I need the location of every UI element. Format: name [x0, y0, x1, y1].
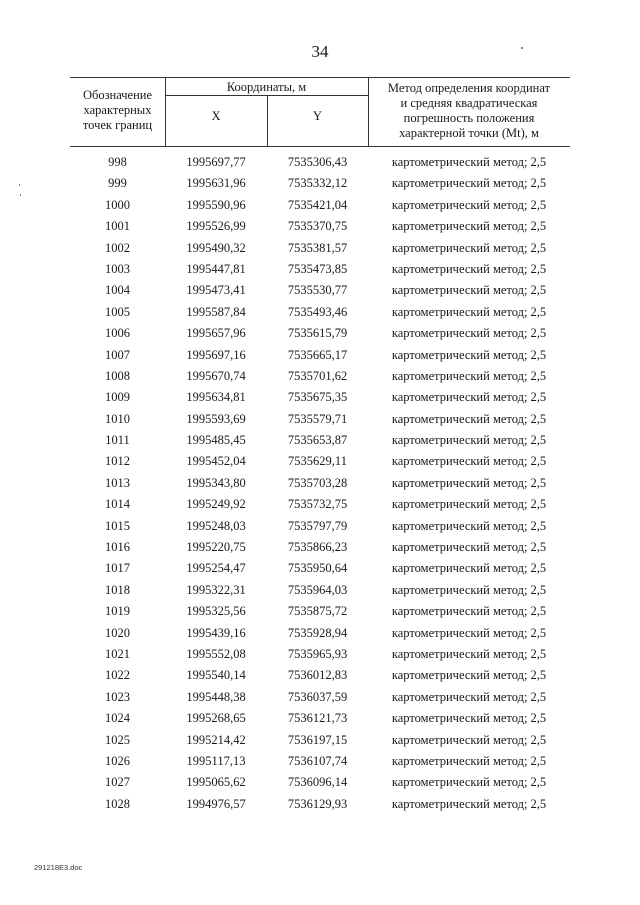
- method-cell: картометрический метод; 2,5: [391, 219, 547, 234]
- table-row: [70, 195, 570, 216]
- table-body: [70, 152, 570, 815]
- point-id-cell: 1008: [105, 368, 130, 383]
- y-coordinate-cell: 7535530,77: [287, 283, 348, 298]
- table-row: [70, 387, 570, 408]
- point-id-cell: 1010: [105, 411, 130, 426]
- point-id-cell: 998: [108, 155, 127, 169]
- x-coordinate-cell: 1995447,81: [186, 261, 246, 276]
- method-cell: картометрический метод; 2,5: [391, 411, 547, 426]
- point-id-cell: 999: [108, 176, 127, 191]
- header-point-designation: [70, 88, 165, 133]
- x-coordinate-cell: 1995697,16: [186, 347, 246, 362]
- x-coordinate-cell: 1995593,69: [186, 411, 246, 426]
- x-coordinate-cell: 1994976,57: [186, 796, 246, 811]
- point-id-cell: 1009: [105, 390, 130, 405]
- scan-speck: [20, 194, 21, 196]
- y-coordinate-cell: 7535875,72: [287, 604, 348, 619]
- method-cell: картометрический метод; 2,5: [391, 689, 547, 704]
- method-cell: картометрический метод; 2,5: [391, 561, 547, 576]
- x-coordinate-cell: 1995485,45: [186, 433, 246, 448]
- point-id-cell: 1012: [105, 454, 130, 469]
- x-coordinate-cell: 1995473,41: [186, 283, 246, 298]
- header-text: точек границ: [82, 118, 153, 132]
- x-coordinate-cell: 1995540,14: [186, 668, 246, 683]
- y-coordinate-cell: 7535675,35: [287, 390, 348, 405]
- method-cell: картометрический метод; 2,5: [391, 176, 547, 191]
- y-coordinate-cell: 7535950,64: [287, 561, 348, 576]
- table-row: [70, 238, 570, 259]
- x-coordinate-cell: 1995587,84: [186, 304, 246, 319]
- x-coordinate-cell: 1995590,96: [186, 197, 246, 212]
- table-row: [70, 751, 570, 772]
- table-row: [70, 280, 570, 301]
- x-coordinate-cell: 1995065,62: [186, 775, 246, 790]
- table-row: [70, 601, 570, 622]
- x-coordinate-cell: 1995526,99: [186, 219, 246, 234]
- point-id-cell: 1016: [105, 540, 130, 555]
- y-coordinate-cell: 7536107,74: [287, 753, 348, 768]
- header-divider: [165, 95, 368, 96]
- header-y: Y: [312, 109, 323, 123]
- table-row: [70, 623, 570, 644]
- method-cell: картометрический метод; 2,5: [391, 433, 547, 448]
- point-id-cell: 1025: [105, 732, 130, 747]
- table-row: [70, 537, 570, 558]
- header-text: и средняя квадратическая: [400, 96, 538, 110]
- method-cell: картометрический метод; 2,5: [391, 368, 547, 383]
- method-cell: картометрический метод; 2,5: [391, 155, 547, 169]
- x-coordinate-cell: 1995439,16: [186, 625, 246, 640]
- y-coordinate-cell: 7535703,28: [287, 475, 348, 490]
- point-id-cell: 1024: [105, 711, 130, 726]
- point-id-cell: 1021: [105, 646, 130, 661]
- y-coordinate-cell: 7535370,75: [287, 219, 348, 234]
- header-method: [368, 81, 570, 141]
- header-text: Метод определения координат: [387, 81, 551, 95]
- y-coordinate-cell: 7535381,57: [287, 240, 348, 255]
- point-id-cell: 1005: [105, 304, 130, 319]
- y-coordinate-cell: 7536129,93: [287, 796, 348, 811]
- header-coordinates: Координаты, м: [226, 80, 307, 94]
- point-id-cell: 1014: [105, 497, 130, 512]
- method-cell: картометрический метод; 2,5: [391, 347, 547, 362]
- y-coordinate-cell: 7536197,15: [287, 732, 348, 747]
- y-coordinate-cell: 7535629,11: [288, 454, 347, 469]
- method-cell: картометрический метод; 2,5: [391, 582, 547, 597]
- method-cell: картометрический метод; 2,5: [391, 390, 547, 405]
- table-row: [70, 730, 570, 751]
- point-id-cell: 1001: [105, 219, 130, 234]
- point-id-cell: 1017: [105, 561, 130, 576]
- table-row: [70, 794, 570, 815]
- table-row: [70, 345, 570, 366]
- point-id-cell: 1028: [105, 796, 130, 811]
- x-coordinate-cell: 1995322,31: [186, 582, 246, 597]
- y-coordinate-cell: 7535473,85: [287, 261, 348, 276]
- x-coordinate-cell: 1995697,77: [186, 155, 246, 169]
- method-cell: картометрический метод; 2,5: [391, 604, 547, 619]
- y-coordinate-cell: 7535965,93: [287, 646, 348, 661]
- point-id-cell: 1000: [105, 197, 130, 212]
- table-row: [70, 772, 570, 793]
- method-cell: картометрический метод; 2,5: [391, 646, 547, 661]
- x-coordinate-cell: 1995490,32: [186, 240, 246, 255]
- x-coordinate-cell: 1995634,81: [186, 390, 246, 405]
- x-coordinate-cell: 1995325,56: [186, 604, 246, 619]
- method-cell: картометрический метод; 2,5: [391, 261, 547, 276]
- method-cell: картометрический метод; 2,5: [391, 796, 547, 811]
- method-cell: картометрический метод; 2,5: [391, 326, 547, 341]
- y-coordinate-cell: 7535732,75: [287, 497, 348, 512]
- method-cell: картометрический метод; 2,5: [391, 475, 547, 490]
- y-coordinate-cell: 7535701,62: [287, 368, 348, 383]
- x-coordinate-cell: 1995248,03: [186, 518, 246, 533]
- method-cell: картометрический метод; 2,5: [391, 540, 547, 555]
- method-cell: картометрический метод; 2,5: [391, 454, 547, 469]
- x-coordinate-cell: 1995631,96: [186, 176, 246, 191]
- method-cell: картометрический метод; 2,5: [391, 625, 547, 640]
- y-coordinate-cell: 7535866,23: [287, 540, 348, 555]
- method-cell: картометрический метод; 2,5: [391, 197, 547, 212]
- method-cell: картометрический метод; 2,5: [391, 304, 547, 319]
- page-number: 34: [311, 42, 329, 61]
- y-coordinate-cell: 7536096,14: [287, 775, 348, 790]
- table-row: [70, 665, 570, 686]
- y-coordinate-cell: 7535797,79: [287, 518, 348, 533]
- y-coordinate-cell: 7535332,12: [287, 176, 348, 191]
- header-text: Обозначение: [82, 88, 153, 102]
- method-cell: картометрический метод; 2,5: [391, 668, 547, 683]
- y-coordinate-cell: 7535615,79: [287, 326, 348, 341]
- point-id-cell: 1013: [105, 475, 130, 490]
- point-id-cell: 1011: [105, 433, 130, 448]
- point-id-cell: 1023: [105, 689, 130, 704]
- x-coordinate-cell: 1995254,47: [186, 561, 246, 576]
- y-coordinate-cell: 7535665,17: [287, 347, 348, 362]
- x-coordinate-cell: 1995268,65: [186, 711, 246, 726]
- x-coordinate-cell: 1995452,04: [186, 454, 246, 469]
- y-coordinate-cell: 7535579,71: [287, 411, 348, 426]
- table-row: [70, 152, 570, 173]
- point-id-cell: 1022: [105, 668, 130, 683]
- point-id-cell: 1007: [105, 347, 130, 362]
- y-coordinate-cell: 7535421,04: [287, 197, 348, 212]
- x-coordinate-cell: 1995343,80: [186, 475, 246, 490]
- table-row: [70, 323, 570, 344]
- y-coordinate-cell: 7536121,73: [287, 711, 348, 726]
- y-coordinate-cell: 7535493,46: [287, 304, 348, 319]
- table-row: [70, 451, 570, 472]
- method-cell: картометрический метод; 2,5: [391, 711, 547, 726]
- scan-speck: [521, 47, 523, 49]
- y-coordinate-cell: 7535964,03: [287, 582, 348, 597]
- x-coordinate-cell: 1995552,08: [186, 646, 246, 661]
- point-id-cell: 1026: [105, 753, 130, 768]
- header-x: X: [211, 109, 221, 123]
- table-row: [70, 216, 570, 237]
- method-cell: картометрический метод; 2,5: [391, 732, 547, 747]
- point-id-cell: 1006: [105, 326, 130, 341]
- method-cell: картометрический метод; 2,5: [391, 753, 547, 768]
- y-coordinate-cell: 7535928,94: [287, 625, 348, 640]
- point-id-cell: 1019: [105, 604, 130, 619]
- x-coordinate-cell: 1995448,38: [186, 689, 246, 704]
- file-name: 291218E3.doc: [34, 863, 83, 872]
- point-id-cell: 1003: [105, 261, 130, 276]
- x-coordinate-cell: 1995670,74: [186, 368, 246, 383]
- method-cell: картометрический метод; 2,5: [391, 775, 547, 790]
- point-id-cell: 1018: [105, 582, 130, 597]
- scan-speck: [19, 184, 20, 186]
- point-id-cell: 1020: [105, 625, 130, 640]
- point-id-cell: 1002: [105, 240, 130, 255]
- table-row: [70, 708, 570, 729]
- table-row: [70, 409, 570, 430]
- y-coordinate-cell: 7536012,83: [287, 668, 348, 683]
- x-coordinate-cell: 1995117,13: [186, 753, 246, 768]
- y-coordinate-cell: 7535306,43: [287, 155, 348, 169]
- header-text: характерных: [83, 103, 152, 117]
- method-cell: картометрический метод; 2,5: [391, 518, 547, 533]
- table-row: [70, 494, 570, 515]
- x-coordinate-cell: 1995249,92: [186, 497, 246, 512]
- y-coordinate-cell: 7535653,87: [287, 433, 348, 448]
- table-row: [70, 302, 570, 323]
- table-row: [70, 430, 570, 451]
- method-cell: картометрический метод; 2,5: [391, 240, 547, 255]
- table-row: [70, 516, 570, 537]
- table-row: [70, 687, 570, 708]
- table-row: [70, 173, 570, 194]
- header-text: характерной точки (Mt), м: [399, 126, 539, 140]
- table-row: [70, 259, 570, 280]
- x-coordinate-cell: 1995220,75: [186, 540, 246, 555]
- method-cell: картометрический метод; 2,5: [391, 283, 547, 298]
- table-row: [70, 366, 570, 387]
- table-header: [70, 77, 570, 147]
- method-cell: картометрический метод; 2,5: [391, 497, 547, 512]
- point-id-cell: 1027: [105, 775, 130, 790]
- header-text: погрешность положения: [403, 111, 535, 125]
- y-coordinate-cell: 7536037,59: [287, 689, 348, 704]
- table-row: [70, 644, 570, 665]
- table-row: [70, 580, 570, 601]
- point-id-cell: 1004: [105, 283, 130, 298]
- point-id-cell: 1015: [105, 518, 130, 533]
- x-coordinate-cell: 1995214,42: [186, 732, 246, 747]
- table-row: [70, 558, 570, 579]
- x-coordinate-cell: 1995657,96: [186, 326, 246, 341]
- table-row: [70, 473, 570, 494]
